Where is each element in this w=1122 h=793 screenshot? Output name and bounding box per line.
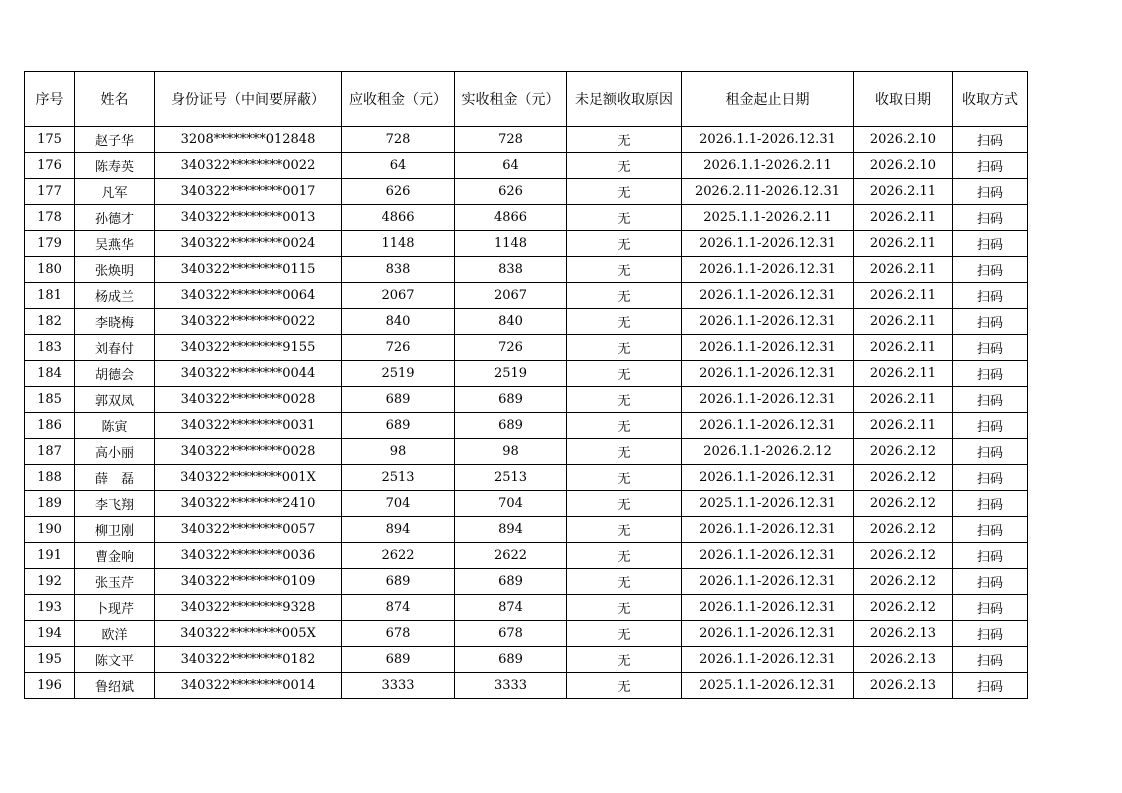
cell-payment-method: 扫码 bbox=[953, 153, 1028, 179]
cell-rent-due: 64 bbox=[342, 153, 455, 179]
cell-collection-date: 2026.2.10 bbox=[854, 127, 953, 153]
cell-payment-method: 扫码 bbox=[953, 595, 1028, 621]
cell-shortfall-reason: 无 bbox=[567, 543, 682, 569]
cell-collection-date: 2026.2.11 bbox=[854, 387, 953, 413]
cell-index: 193 bbox=[25, 595, 75, 621]
cell-rent-received: 689 bbox=[455, 387, 567, 413]
cell-shortfall-reason: 无 bbox=[567, 361, 682, 387]
cell-name: 吴燕华 bbox=[75, 231, 155, 257]
cell-rent-period: 2026.1.1-2026.12.31 bbox=[682, 543, 854, 569]
cell-shortfall-reason: 无 bbox=[567, 647, 682, 673]
cell-index: 180 bbox=[25, 257, 75, 283]
cell-shortfall-reason: 无 bbox=[567, 335, 682, 361]
cell-rent-due: 726 bbox=[342, 335, 455, 361]
header-rent-period: 租金起止日期 bbox=[682, 72, 854, 127]
cell-index: 196 bbox=[25, 673, 75, 699]
cell-name: 欧洋 bbox=[75, 621, 155, 647]
cell-rent-due: 894 bbox=[342, 517, 455, 543]
cell-payment-method: 扫码 bbox=[953, 413, 1028, 439]
cell-collection-date: 2026.2.11 bbox=[854, 231, 953, 257]
table-row bbox=[25, 647, 1028, 673]
cell-index: 186 bbox=[25, 413, 75, 439]
cell-rent-received: 3333 bbox=[455, 673, 567, 699]
cell-rent-received: 2622 bbox=[455, 543, 567, 569]
cell-rent-due: 689 bbox=[342, 413, 455, 439]
cell-payment-method: 扫码 bbox=[953, 127, 1028, 153]
header-name: 姓名 bbox=[75, 72, 155, 127]
cell-payment-method: 扫码 bbox=[953, 257, 1028, 283]
cell-index: 192 bbox=[25, 569, 75, 595]
cell-rent-period: 2026.1.1-2026.12.31 bbox=[682, 361, 854, 387]
cell-shortfall-reason: 无 bbox=[567, 153, 682, 179]
cell-shortfall-reason: 无 bbox=[567, 621, 682, 647]
cell-name: 曹金响 bbox=[75, 543, 155, 569]
table-row bbox=[25, 231, 1028, 257]
cell-shortfall-reason: 无 bbox=[567, 413, 682, 439]
cell-shortfall-reason: 无 bbox=[567, 491, 682, 517]
cell-rent-due: 2519 bbox=[342, 361, 455, 387]
cell-name: 赵子华 bbox=[75, 127, 155, 153]
cell-shortfall-reason: 无 bbox=[567, 205, 682, 231]
cell-shortfall-reason: 无 bbox=[567, 569, 682, 595]
table-header bbox=[25, 72, 1028, 127]
cell-index: 190 bbox=[25, 517, 75, 543]
cell-rent-period: 2026.1.1-2026.12.31 bbox=[682, 231, 854, 257]
table-row bbox=[25, 387, 1028, 413]
cell-id-number: 340322********0115 bbox=[155, 257, 342, 283]
cell-collection-date: 2026.2.11 bbox=[854, 179, 953, 205]
cell-name: 凡军 bbox=[75, 179, 155, 205]
cell-payment-method: 扫码 bbox=[953, 335, 1028, 361]
cell-rent-due: 2513 bbox=[342, 465, 455, 491]
cell-collection-date: 2026.2.12 bbox=[854, 439, 953, 465]
cell-index: 185 bbox=[25, 387, 75, 413]
cell-payment-method: 扫码 bbox=[953, 647, 1028, 673]
cell-rent-period: 2026.1.1-2026.12.31 bbox=[682, 517, 854, 543]
cell-payment-method: 扫码 bbox=[953, 361, 1028, 387]
header-payment-method: 收取方式 bbox=[953, 72, 1028, 127]
cell-name: 薛 磊 bbox=[75, 465, 155, 491]
cell-shortfall-reason: 无 bbox=[567, 231, 682, 257]
cell-rent-received: 704 bbox=[455, 491, 567, 517]
cell-id-number: 340322********0022 bbox=[155, 153, 342, 179]
cell-rent-period: 2025.1.1-2026.2.11 bbox=[682, 205, 854, 231]
cell-payment-method: 扫码 bbox=[953, 205, 1028, 231]
cell-rent-period: 2026.1.1-2026.2.12 bbox=[682, 439, 854, 465]
cell-index: 175 bbox=[25, 127, 75, 153]
cell-name: 孙德才 bbox=[75, 205, 155, 231]
cell-rent-period: 2025.1.1-2026.12.31 bbox=[682, 491, 854, 517]
cell-index: 189 bbox=[25, 491, 75, 517]
table-row bbox=[25, 439, 1028, 465]
cell-shortfall-reason: 无 bbox=[567, 673, 682, 699]
table-row bbox=[25, 621, 1028, 647]
header-collection-date: 收取日期 bbox=[854, 72, 953, 127]
cell-id-number: 340322********0057 bbox=[155, 517, 342, 543]
cell-rent-due: 874 bbox=[342, 595, 455, 621]
cell-name: 陈文平 bbox=[75, 647, 155, 673]
cell-name: 李飞翔 bbox=[75, 491, 155, 517]
cell-payment-method: 扫码 bbox=[953, 569, 1028, 595]
cell-rent-due: 689 bbox=[342, 387, 455, 413]
cell-rent-received: 2067 bbox=[455, 283, 567, 309]
cell-payment-method: 扫码 bbox=[953, 387, 1028, 413]
cell-shortfall-reason: 无 bbox=[567, 465, 682, 491]
table-row bbox=[25, 205, 1028, 231]
cell-name: 刘春付 bbox=[75, 335, 155, 361]
cell-id-number: 340322********0022 bbox=[155, 309, 342, 335]
table-row bbox=[25, 361, 1028, 387]
cell-name: 张焕明 bbox=[75, 257, 155, 283]
cell-index: 183 bbox=[25, 335, 75, 361]
cell-name: 柳卫刚 bbox=[75, 517, 155, 543]
table-row bbox=[25, 127, 1028, 153]
cell-rent-period: 2026.2.11-2026.12.31 bbox=[682, 179, 854, 205]
cell-id-number: 340322********0028 bbox=[155, 439, 342, 465]
table-row bbox=[25, 491, 1028, 517]
cell-rent-due: 689 bbox=[342, 647, 455, 673]
cell-collection-date: 2026.2.12 bbox=[854, 569, 953, 595]
table-row bbox=[25, 543, 1028, 569]
cell-collection-date: 2026.2.12 bbox=[854, 491, 953, 517]
cell-rent-received: 1148 bbox=[455, 231, 567, 257]
cell-rent-due: 704 bbox=[342, 491, 455, 517]
cell-rent-received: 726 bbox=[455, 335, 567, 361]
table-row bbox=[25, 517, 1028, 543]
cell-index: 181 bbox=[25, 283, 75, 309]
cell-rent-period: 2026.1.1-2026.12.31 bbox=[682, 413, 854, 439]
cell-index: 178 bbox=[25, 205, 75, 231]
table-row bbox=[25, 673, 1028, 699]
cell-shortfall-reason: 无 bbox=[567, 179, 682, 205]
cell-collection-date: 2026.2.13 bbox=[854, 647, 953, 673]
header-shortfall-reason: 未足额收取原因 bbox=[567, 72, 682, 127]
cell-collection-date: 2026.2.11 bbox=[854, 205, 953, 231]
table-row bbox=[25, 283, 1028, 309]
table-body bbox=[25, 127, 1028, 699]
cell-collection-date: 2026.2.12 bbox=[854, 595, 953, 621]
cell-id-number: 340322********0109 bbox=[155, 569, 342, 595]
cell-payment-method: 扫码 bbox=[953, 517, 1028, 543]
cell-index: 187 bbox=[25, 439, 75, 465]
header-rent-received: 实收租金（元） bbox=[455, 72, 567, 127]
cell-collection-date: 2026.2.12 bbox=[854, 517, 953, 543]
cell-name: 胡德会 bbox=[75, 361, 155, 387]
cell-rent-due: 2067 bbox=[342, 283, 455, 309]
cell-index: 176 bbox=[25, 153, 75, 179]
cell-rent-received: 689 bbox=[455, 569, 567, 595]
cell-index: 177 bbox=[25, 179, 75, 205]
cell-id-number: 340322********0028 bbox=[155, 387, 342, 413]
cell-rent-period: 2026.1.1-2026.12.31 bbox=[682, 387, 854, 413]
cell-rent-due: 2622 bbox=[342, 543, 455, 569]
cell-rent-received: 98 bbox=[455, 439, 567, 465]
cell-payment-method: 扫码 bbox=[953, 179, 1028, 205]
cell-name: 鲁绍斌 bbox=[75, 673, 155, 699]
cell-id-number: 340322********0017 bbox=[155, 179, 342, 205]
cell-name: 陈寿英 bbox=[75, 153, 155, 179]
cell-collection-date: 2026.2.10 bbox=[854, 153, 953, 179]
cell-payment-method: 扫码 bbox=[953, 465, 1028, 491]
table-row bbox=[25, 335, 1028, 361]
cell-rent-period: 2026.1.1-2026.12.31 bbox=[682, 595, 854, 621]
cell-rent-period: 2026.1.1-2026.12.31 bbox=[682, 569, 854, 595]
cell-id-number: 340322********0013 bbox=[155, 205, 342, 231]
cell-id-number: 3208********012848 bbox=[155, 127, 342, 153]
cell-collection-date: 2026.2.12 bbox=[854, 465, 953, 491]
cell-rent-due: 840 bbox=[342, 309, 455, 335]
header-row bbox=[25, 72, 1028, 127]
cell-index: 195 bbox=[25, 647, 75, 673]
cell-rent-received: 678 bbox=[455, 621, 567, 647]
cell-index: 182 bbox=[25, 309, 75, 335]
cell-rent-received: 626 bbox=[455, 179, 567, 205]
cell-rent-period: 2026.1.1-2026.12.31 bbox=[682, 335, 854, 361]
cell-collection-date: 2026.2.11 bbox=[854, 283, 953, 309]
cell-id-number: 340322********001X bbox=[155, 465, 342, 491]
table-row bbox=[25, 465, 1028, 491]
header-rent-due: 应收租金（元） bbox=[342, 72, 455, 127]
cell-payment-method: 扫码 bbox=[953, 283, 1028, 309]
cell-rent-received: 64 bbox=[455, 153, 567, 179]
cell-rent-period: 2026.1.1-2026.12.31 bbox=[682, 283, 854, 309]
cell-collection-date: 2026.2.11 bbox=[854, 361, 953, 387]
table-row bbox=[25, 153, 1028, 179]
cell-collection-date: 2026.2.11 bbox=[854, 309, 953, 335]
cell-name: 杨成兰 bbox=[75, 283, 155, 309]
cell-payment-method: 扫码 bbox=[953, 439, 1028, 465]
cell-rent-received: 2513 bbox=[455, 465, 567, 491]
cell-id-number: 340322********0182 bbox=[155, 647, 342, 673]
cell-rent-period: 2026.1.1-2026.2.11 bbox=[682, 153, 854, 179]
header-index: 序号 bbox=[25, 72, 75, 127]
cell-id-number: 340322********0036 bbox=[155, 543, 342, 569]
cell-rent-due: 728 bbox=[342, 127, 455, 153]
cell-name: 张玉芹 bbox=[75, 569, 155, 595]
cell-shortfall-reason: 无 bbox=[567, 387, 682, 413]
cell-shortfall-reason: 无 bbox=[567, 257, 682, 283]
table-row bbox=[25, 595, 1028, 621]
cell-collection-date: 2026.2.13 bbox=[854, 673, 953, 699]
cell-payment-method: 扫码 bbox=[953, 309, 1028, 335]
cell-rent-period: 2026.1.1-2026.12.31 bbox=[682, 257, 854, 283]
cell-shortfall-reason: 无 bbox=[567, 595, 682, 621]
cell-name: 高小丽 bbox=[75, 439, 155, 465]
cell-rent-received: 4866 bbox=[455, 205, 567, 231]
cell-name: 陈寅 bbox=[75, 413, 155, 439]
cell-shortfall-reason: 无 bbox=[567, 309, 682, 335]
cell-rent-received: 894 bbox=[455, 517, 567, 543]
cell-rent-due: 689 bbox=[342, 569, 455, 595]
cell-index: 191 bbox=[25, 543, 75, 569]
cell-id-number: 340322********0014 bbox=[155, 673, 342, 699]
cell-collection-date: 2026.2.11 bbox=[854, 257, 953, 283]
table-row bbox=[25, 569, 1028, 595]
cell-rent-received: 874 bbox=[455, 595, 567, 621]
cell-rent-due: 3333 bbox=[342, 673, 455, 699]
cell-rent-period: 2025.1.1-2026.12.31 bbox=[682, 673, 854, 699]
cell-rent-due: 838 bbox=[342, 257, 455, 283]
cell-shortfall-reason: 无 bbox=[567, 283, 682, 309]
cell-shortfall-reason: 无 bbox=[567, 439, 682, 465]
cell-shortfall-reason: 无 bbox=[567, 127, 682, 153]
table-row bbox=[25, 257, 1028, 283]
cell-rent-received: 840 bbox=[455, 309, 567, 335]
cell-rent-period: 2026.1.1-2026.12.31 bbox=[682, 647, 854, 673]
cell-payment-method: 扫码 bbox=[953, 621, 1028, 647]
cell-rent-due: 678 bbox=[342, 621, 455, 647]
cell-rent-received: 689 bbox=[455, 647, 567, 673]
cell-payment-method: 扫码 bbox=[953, 491, 1028, 517]
cell-index: 179 bbox=[25, 231, 75, 257]
rent-collection-sheet bbox=[24, 71, 1027, 699]
cell-collection-date: 2026.2.11 bbox=[854, 335, 953, 361]
cell-name: 郭双凤 bbox=[75, 387, 155, 413]
cell-collection-date: 2026.2.11 bbox=[854, 413, 953, 439]
cell-id-number: 340322********0031 bbox=[155, 413, 342, 439]
cell-collection-date: 2026.2.13 bbox=[854, 621, 953, 647]
cell-collection-date: 2026.2.12 bbox=[854, 543, 953, 569]
table-row bbox=[25, 413, 1028, 439]
rent-table bbox=[24, 71, 1028, 699]
cell-id-number: 340322********005X bbox=[155, 621, 342, 647]
cell-payment-method: 扫码 bbox=[953, 673, 1028, 699]
cell-payment-method: 扫码 bbox=[953, 543, 1028, 569]
cell-rent-due: 1148 bbox=[342, 231, 455, 257]
cell-index: 188 bbox=[25, 465, 75, 491]
cell-rent-due: 626 bbox=[342, 179, 455, 205]
cell-rent-received: 689 bbox=[455, 413, 567, 439]
cell-payment-method: 扫码 bbox=[953, 231, 1028, 257]
cell-rent-due: 4866 bbox=[342, 205, 455, 231]
cell-id-number: 340322********2410 bbox=[155, 491, 342, 517]
cell-rent-received: 2519 bbox=[455, 361, 567, 387]
cell-shortfall-reason: 无 bbox=[567, 517, 682, 543]
cell-index: 184 bbox=[25, 361, 75, 387]
cell-id-number: 340322********0024 bbox=[155, 231, 342, 257]
cell-rent-period: 2026.1.1-2026.12.31 bbox=[682, 309, 854, 335]
cell-id-number: 340322********0044 bbox=[155, 361, 342, 387]
cell-rent-period: 2026.1.1-2026.12.31 bbox=[682, 127, 854, 153]
cell-name: 李晓梅 bbox=[75, 309, 155, 335]
cell-rent-due: 98 bbox=[342, 439, 455, 465]
table-row bbox=[25, 179, 1028, 205]
cell-index: 194 bbox=[25, 621, 75, 647]
cell-rent-received: 838 bbox=[455, 257, 567, 283]
cell-id-number: 340322********9328 bbox=[155, 595, 342, 621]
table-row bbox=[25, 309, 1028, 335]
cell-rent-received: 728 bbox=[455, 127, 567, 153]
cell-name: 卜现芹 bbox=[75, 595, 155, 621]
header-id-number: 身份证号（中间要屏蔽） bbox=[155, 72, 342, 127]
cell-id-number: 340322********9155 bbox=[155, 335, 342, 361]
cell-rent-period: 2026.1.1-2026.12.31 bbox=[682, 621, 854, 647]
cell-rent-period: 2026.1.1-2026.12.31 bbox=[682, 465, 854, 491]
cell-id-number: 340322********0064 bbox=[155, 283, 342, 309]
